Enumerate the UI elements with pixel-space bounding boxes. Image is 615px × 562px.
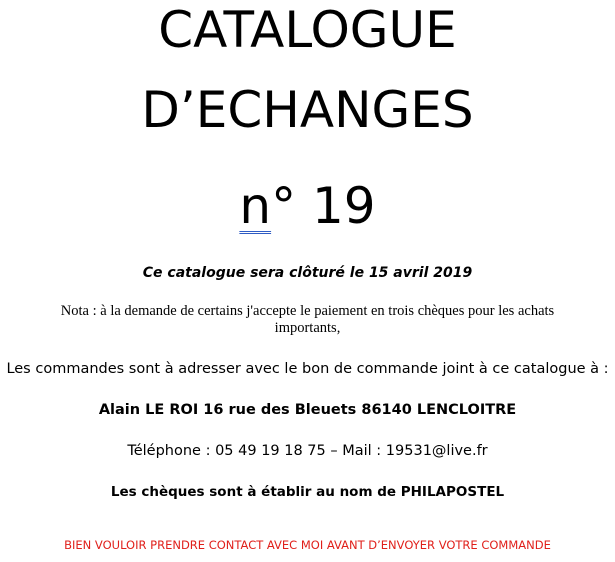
closing-date-notice: Ce catalogue sera clôturé le 15 avril 2019 xyxy=(142,265,473,281)
catalogue-number xyxy=(0,176,615,236)
payment-nota: Nota : à la demande de certains j'accepte le paiement en trois chèques pour les achats importants, xyxy=(60,303,555,336)
contact-warning: BIEN VOULOIR PRENDRE CONTACT AVEC MOI AVANT D’ENVOYER VOTRE COMMANDE xyxy=(64,538,551,552)
cheques-payee: Les chèques sont à établir au nom de PHILAPOSTEL xyxy=(110,484,505,500)
number-value: ° 19 xyxy=(271,177,376,235)
orders-instruction: Les commandes sont à adresser avec le bon de commande joint à ce catalogue à : xyxy=(6,361,609,377)
title-echanges: D’ECHANGES xyxy=(141,81,474,139)
number-prefix: n xyxy=(239,177,272,235)
postal-address: Alain LE ROI 16 rue des Bleuets 86140 LENCLOITRE xyxy=(98,402,517,418)
contact-info: Téléphone : 05 49 19 18 75 – Mail : 19531@live.fr xyxy=(127,443,488,459)
title-catalogue: CATALOGUE xyxy=(158,1,457,59)
